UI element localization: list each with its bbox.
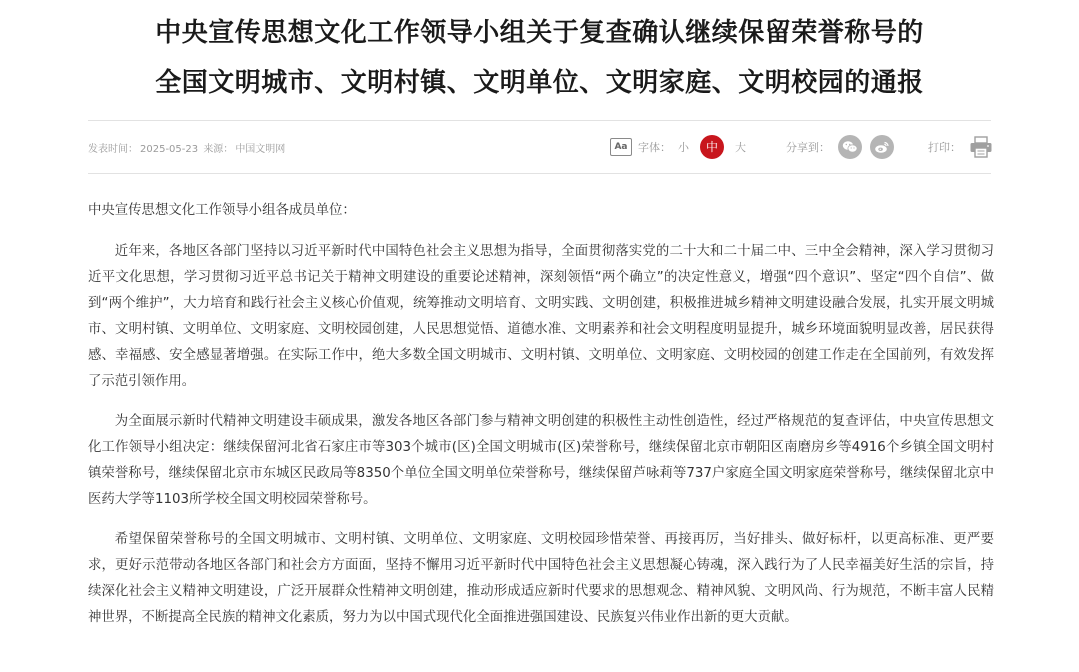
- publish-info: [88, 140, 287, 155]
- weibo-icon[interactable]: [870, 135, 894, 159]
- source-label: 来源：: [203, 144, 234, 155]
- body-paragraph-1: 近年来，各地区各部门坚持以习近平新时代中国特色社会主义思想为指导，全面贯彻落实党的二十大和二十届二中、三中全会精神，深入学习贯彻习近平文化思想，学习贯彻习近平总书记关于精神文明建设的重要论述精神，深刻领悟“两个确立”的决定性意义，增强“四个意识”、坚定“四个自信”、做到“两个维护”，大力培育和践行社会主义核心价值观，统筹推动文明培育、文明实践、文明创建，积极推进城乡精神文明建设融合发展，扎实开展文明城市、文明村镇、文明单位、文明家庭、文明校园创建，人民思想觉悟、道德水准、文明素养和社会文明程度明显提升，城乡环境面貌明显改善，居民获得感、幸福感、安全感显著增强。在实际工作中，绝大多数全国文明城市、文明村镇、文明单位、文明家庭、文明校园的创建工作走在全国前列，有效发挥了示范引领作用。: [88, 244, 994, 389]
- font-size-large-button[interactable]: 大: [735, 141, 746, 154]
- body-paragraph-2: 为全面展示新时代精神文明建设丰硕成果，激发各地区各部门参与精神文明创建的积极性主动性创造性，经过严格规范的复查评估，中央宣传思想文化工作领导小组决定：继续保留河北省石家庄市等303个城市(区)全国文明城市(区)荣誉称号，继续保留北京市朝阳区南磨房乡等4916个乡镇全国文明村镇荣誉称号，继续保留北京市东城区民政局等8350个单位全国文明单位荣誉称号，继续保留芦咏莉等737户家庭全国文明家庭荣誉称号，继续保留北京中医药大学等1103所学校全国文明校园荣誉称号。: [88, 414, 994, 507]
- body-paragraph-3: 希望保留荣誉称号的全国文明城市、文明村镇、文明单位、文明家庭、文明校园珍惜荣誉、再接再厉，当好排头、做好标杆，以更高标准、更严要求，更好示范带动各地区各部门和社会方方面面，坚持不懈用习近平新时代中国特色社会主义思想凝心铸魂，深入践行为了人民幸福美好生活的宗旨，持续深化社会主义精神文明建设，广泛开展群众性精神文明创建，推动形成适应新时代要求的思想观念、精神风貌、文明风尚、行为规范，不断丰富人民精神世界，不断提高全民族的精神文化素质，努力为以中国式现代化全面推进强国建设、民族复兴伟业作出新的更大贡献。: [88, 532, 994, 625]
- wechat-icon[interactable]: [838, 135, 862, 159]
- source-name: 中国文明网: [235, 144, 286, 155]
- article-body: [88, 198, 994, 645]
- print-label: 打印：: [928, 141, 961, 154]
- print-control: [928, 133, 993, 161]
- salutation: 中央宣传思想文化工作领导小组各成员单位：: [88, 203, 356, 218]
- publish-date: 2025-05-23: [140, 144, 199, 155]
- share-control: [786, 133, 894, 161]
- article-title-line-1: 中央宣传思想文化工作领导小组关于复查确认继续保留荣誉称号的: [155, 18, 924, 48]
- font-size-medium-button[interactable]: 中: [700, 135, 724, 159]
- share-label: 分享到：: [786, 141, 830, 154]
- font-size-label: 字体：: [638, 141, 671, 154]
- article-title-line-2: 全国文明城市、文明村镇、文明单位、文明家庭、文明校园的通报: [155, 68, 924, 98]
- font-size-small-button[interactable]: 小: [678, 141, 689, 154]
- printer-icon[interactable]: [969, 136, 993, 158]
- publish-label: 发表时间：: [88, 144, 138, 155]
- article-meta-bar: [88, 120, 991, 174]
- font-size-icon: Aa: [610, 138, 632, 156]
- font-size-control: [610, 133, 753, 161]
